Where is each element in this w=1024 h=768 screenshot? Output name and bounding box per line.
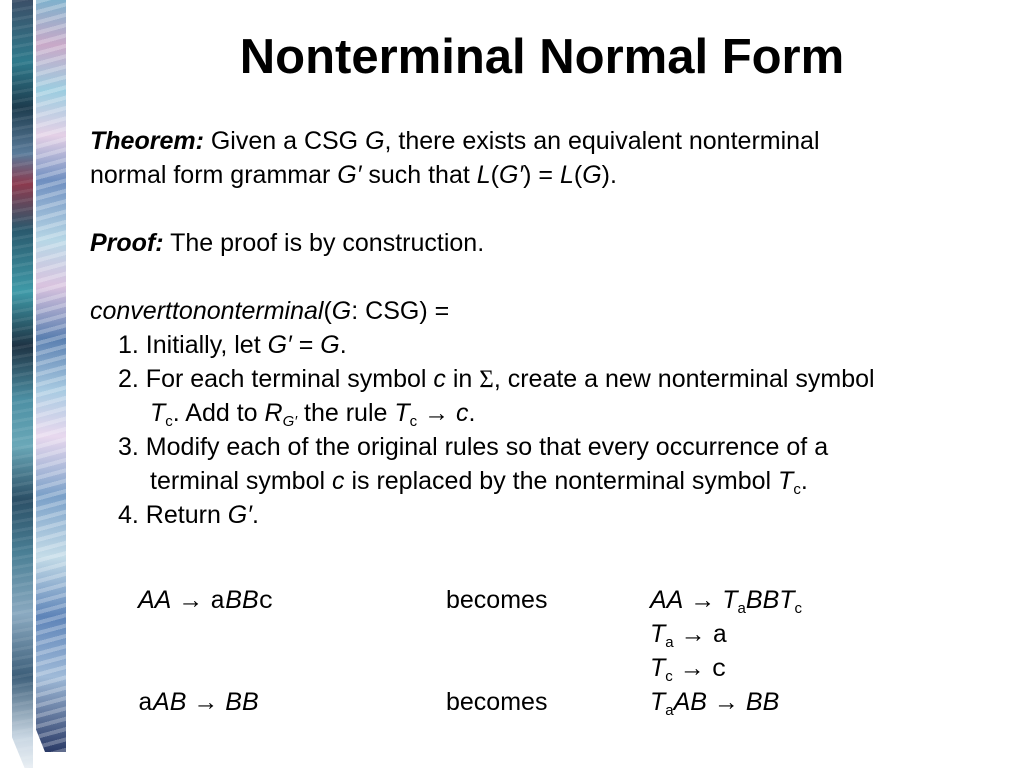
subscript: G′ <box>282 413 298 430</box>
slide-title: Nonterminal Normal Form <box>239 30 845 84</box>
symbol-T: T <box>150 399 166 427</box>
nonterminals: AA <box>138 586 172 614</box>
proof-text: The proof is by construction. <box>163 229 485 257</box>
nonterminals: AB <box>673 688 707 716</box>
symbol-L: L <box>476 161 491 189</box>
algorithm-name: converttononterminal <box>90 297 324 325</box>
text: Modify each of the original rules so that every occurrence of a <box>138 433 829 461</box>
algorithm-step-3 <box>90 430 1000 464</box>
nonterminals: AA <box>650 586 684 614</box>
algorithm-step-3-cont <box>90 464 1000 498</box>
decorative-strip-dark <box>12 0 33 768</box>
arrow: → <box>683 586 723 614</box>
period: . <box>609 161 617 189</box>
text: normal form grammar <box>90 161 338 189</box>
symbol-G-prime: G′ <box>499 161 524 189</box>
paren: ) <box>523 161 532 189</box>
arrow: → <box>672 654 712 682</box>
symbol-c: c <box>433 365 446 393</box>
examples-table <box>138 586 838 722</box>
symbol-sigma: Σ <box>479 366 494 393</box>
symbol-G-prime: G′ <box>337 161 362 189</box>
symbol-T: T <box>650 688 666 716</box>
example-rhs <box>650 688 779 719</box>
arrow: → <box>706 688 746 716</box>
subscript: a <box>665 702 674 719</box>
symbol-R: R <box>264 399 283 427</box>
symbol-T: T <box>778 467 794 495</box>
text: in <box>445 365 480 393</box>
subscript: a <box>737 600 746 617</box>
nonterminals: BB <box>745 688 780 716</box>
symbol-c: c <box>332 467 345 495</box>
text: Given a CSG <box>203 127 366 155</box>
arrow: → <box>186 688 226 716</box>
example-row-1 <box>138 586 838 620</box>
symbol-T: T <box>650 620 666 648</box>
symbol-T: T <box>394 399 410 427</box>
symbol-T: T <box>722 586 738 614</box>
text: Return <box>138 501 228 529</box>
paren: ( <box>323 297 332 325</box>
paren: ( <box>490 161 499 189</box>
period: . <box>800 467 808 495</box>
equals: = <box>531 161 560 189</box>
example-row-4 <box>138 688 838 722</box>
terminal: a <box>138 689 154 718</box>
text: . Add to <box>172 399 265 427</box>
text: Initially, let <box>138 331 268 359</box>
period: . <box>339 331 347 359</box>
subscript: c <box>409 413 418 430</box>
proof-line <box>90 226 1000 260</box>
text: terminal symbol <box>150 467 332 495</box>
example-row-3 <box>138 654 838 688</box>
period: . <box>251 501 259 529</box>
symbol-G-prime: G′ <box>227 501 252 529</box>
example-lhs <box>138 688 259 718</box>
becomes-label: becomes <box>446 688 548 716</box>
subscript: c <box>794 600 803 617</box>
algorithm-step-2 <box>90 362 1000 396</box>
example-lhs <box>138 586 274 616</box>
text: , there exists an equivalent nonterminal <box>384 127 820 155</box>
symbol-G: G <box>331 297 352 325</box>
symbol-G: G <box>320 331 340 359</box>
symbol-L: L <box>559 161 574 189</box>
arrow: → <box>171 586 211 614</box>
text: is replaced by the nonterminal symbol <box>344 467 779 495</box>
step-number: 2. <box>118 365 139 393</box>
subscript: a <box>665 634 674 651</box>
algorithm-step-2-cont <box>90 396 1000 430</box>
example-row-2 <box>138 620 838 654</box>
theorem-label: Theorem: <box>90 127 204 155</box>
becomes-label: becomes <box>446 586 548 614</box>
example-rhs <box>650 586 802 617</box>
symbol-G-prime: G′ <box>267 331 292 359</box>
paren: ( <box>573 161 583 189</box>
algorithm-step-4 <box>90 498 1000 532</box>
nonterminals: BB <box>225 688 259 716</box>
symbol-G: G <box>365 127 385 155</box>
text: , create a new nonterminal symbol <box>493 365 875 393</box>
terminal: a <box>210 587 226 616</box>
subscript: c <box>793 481 801 498</box>
terminal: c <box>258 587 274 616</box>
text: For each terminal symbol <box>138 365 434 393</box>
subscript: c <box>165 413 173 430</box>
proof-label: Proof: <box>90 229 164 257</box>
slide-body <box>90 124 1000 532</box>
period: . <box>468 399 476 427</box>
arrow: → <box>673 620 713 648</box>
algorithm-step-1 <box>90 328 1000 362</box>
nonterminals: BB <box>225 586 259 614</box>
arrow: → <box>417 399 457 427</box>
terminal: c <box>711 655 727 684</box>
text: such that <box>361 161 477 189</box>
step-number: 1. <box>118 331 139 359</box>
paren: ) <box>601 161 610 189</box>
theorem-line-2 <box>90 158 1000 192</box>
equals: = <box>291 331 321 359</box>
example-rhs <box>650 620 728 651</box>
theorem-line-1 <box>90 124 1000 158</box>
example-rhs <box>650 654 727 685</box>
symbol-G: G <box>582 161 602 189</box>
step-number: 4. <box>118 501 139 529</box>
subscript: c <box>665 668 673 685</box>
nonterminals: BBT <box>745 586 795 614</box>
symbol-c: c <box>456 399 469 427</box>
step-number: 3. <box>118 433 139 461</box>
nonterminals: AB <box>153 688 187 716</box>
decorative-strip-light <box>36 0 66 752</box>
text: : CSG) = <box>351 297 450 325</box>
algorithm-header <box>90 294 1000 328</box>
symbol-T: T <box>650 654 666 682</box>
terminal: a <box>712 621 728 650</box>
text: the rule <box>297 399 395 427</box>
